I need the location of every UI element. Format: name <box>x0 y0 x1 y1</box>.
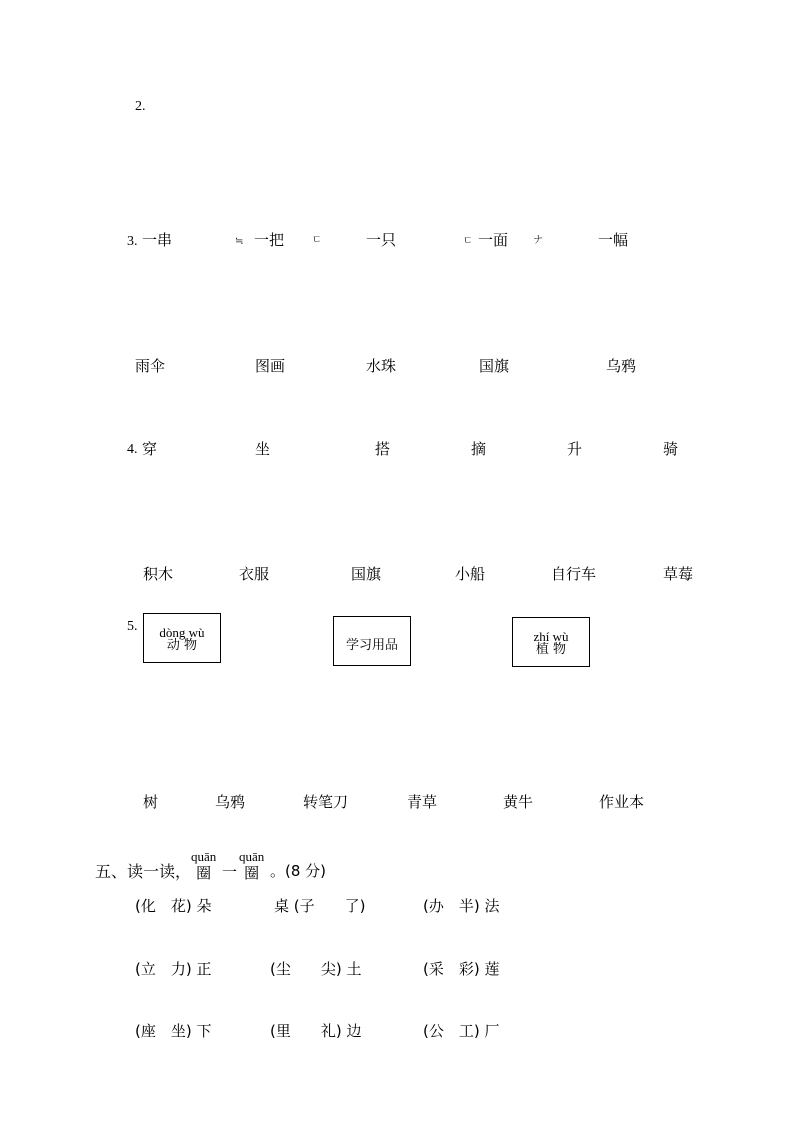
q3-number: 3. <box>127 234 138 249</box>
q3-noun: 图画 <box>255 357 286 375</box>
q3-measure: 一面 <box>478 231 509 249</box>
hanzi: 圈 <box>196 864 212 882</box>
stray-mark: ナ <box>533 235 543 246</box>
q3-noun: 水珠 <box>366 357 397 375</box>
q4-noun: 草莓 <box>663 565 694 583</box>
category-label: 学习用品 <box>345 638 398 653</box>
q4-verb: 摘 <box>471 440 487 458</box>
q5-word: 转笔刀 <box>303 793 349 811</box>
q5-word: 乌鸦 <box>215 793 246 811</box>
dash-char: 一 <box>222 863 238 881</box>
q4-noun: 积木 <box>143 565 174 583</box>
q3-noun: 乌鸦 <box>606 357 637 375</box>
q3-measure: 一只 <box>366 231 397 249</box>
section-title: 五、读一读， <box>95 862 192 881</box>
stray-mark: ㄷ <box>463 236 473 247</box>
section-score: 。(8 分) <box>270 862 327 880</box>
q4-noun: 小船 <box>455 565 486 583</box>
stray-mark: ≒ <box>235 236 244 247</box>
stray-mark: ㄷ <box>312 235 322 246</box>
q3-noun: 国旗 <box>479 357 510 375</box>
q5-word: 黄牛 <box>503 793 534 811</box>
category-box-stationery <box>333 616 411 666</box>
choice-item[interactable]: 桌 (子 了) <box>274 897 366 915</box>
choice-item[interactable]: (办 半) 法 <box>423 897 500 915</box>
q4-verb: 坐 <box>255 440 271 458</box>
q4-number: 4. <box>127 442 138 457</box>
q4-noun: 国旗 <box>351 565 382 583</box>
choice-item[interactable]: (公 工) 厂 <box>423 1022 500 1040</box>
choice-item[interactable]: (里 礼) 边 <box>270 1022 362 1040</box>
q4-verb: 升 <box>567 440 583 458</box>
category-box-animals <box>143 613 221 663</box>
choice-item[interactable]: (立 力) 正 <box>135 960 212 978</box>
q5-word: 作业本 <box>599 793 645 811</box>
ruby-quan <box>191 850 216 881</box>
hanzi: 圈 <box>244 864 260 882</box>
pinyin: dòng wù <box>159 625 205 640</box>
q3-measure: 一串 <box>142 231 173 249</box>
q4-verb: 骑 <box>663 440 679 458</box>
category-label: 动 物 <box>166 638 198 653</box>
choice-item[interactable]: (座 坐) 下 <box>135 1022 212 1040</box>
category-box-plants <box>512 617 590 667</box>
q4-verb: 搭 <box>375 440 391 458</box>
pinyin: quān <box>239 849 265 864</box>
pinyin: quān <box>191 849 217 864</box>
choice-item[interactable]: (采 彩) 莲 <box>423 960 500 978</box>
q2-number: 2. <box>135 99 146 114</box>
q5-word: 树 <box>143 793 159 811</box>
pinyin: zhí wù <box>533 629 569 644</box>
q4-noun: 自行车 <box>551 565 597 583</box>
choice-item[interactable]: (化 花) 朵 <box>135 897 212 915</box>
q5-number: 5. <box>127 619 138 634</box>
q5-word: 青草 <box>407 793 438 811</box>
q3-measure: 一幅 <box>598 231 629 249</box>
q4-verb: 穿 <box>142 440 158 458</box>
category-label: 植 物 <box>535 642 567 657</box>
q4-noun: 衣服 <box>239 565 270 583</box>
ruby-quan <box>239 850 264 881</box>
q3-measure: 一把 <box>254 231 285 249</box>
q3-noun: 雨伞 <box>135 357 166 375</box>
choice-item[interactable]: (尘 尖) 土 <box>270 960 362 978</box>
